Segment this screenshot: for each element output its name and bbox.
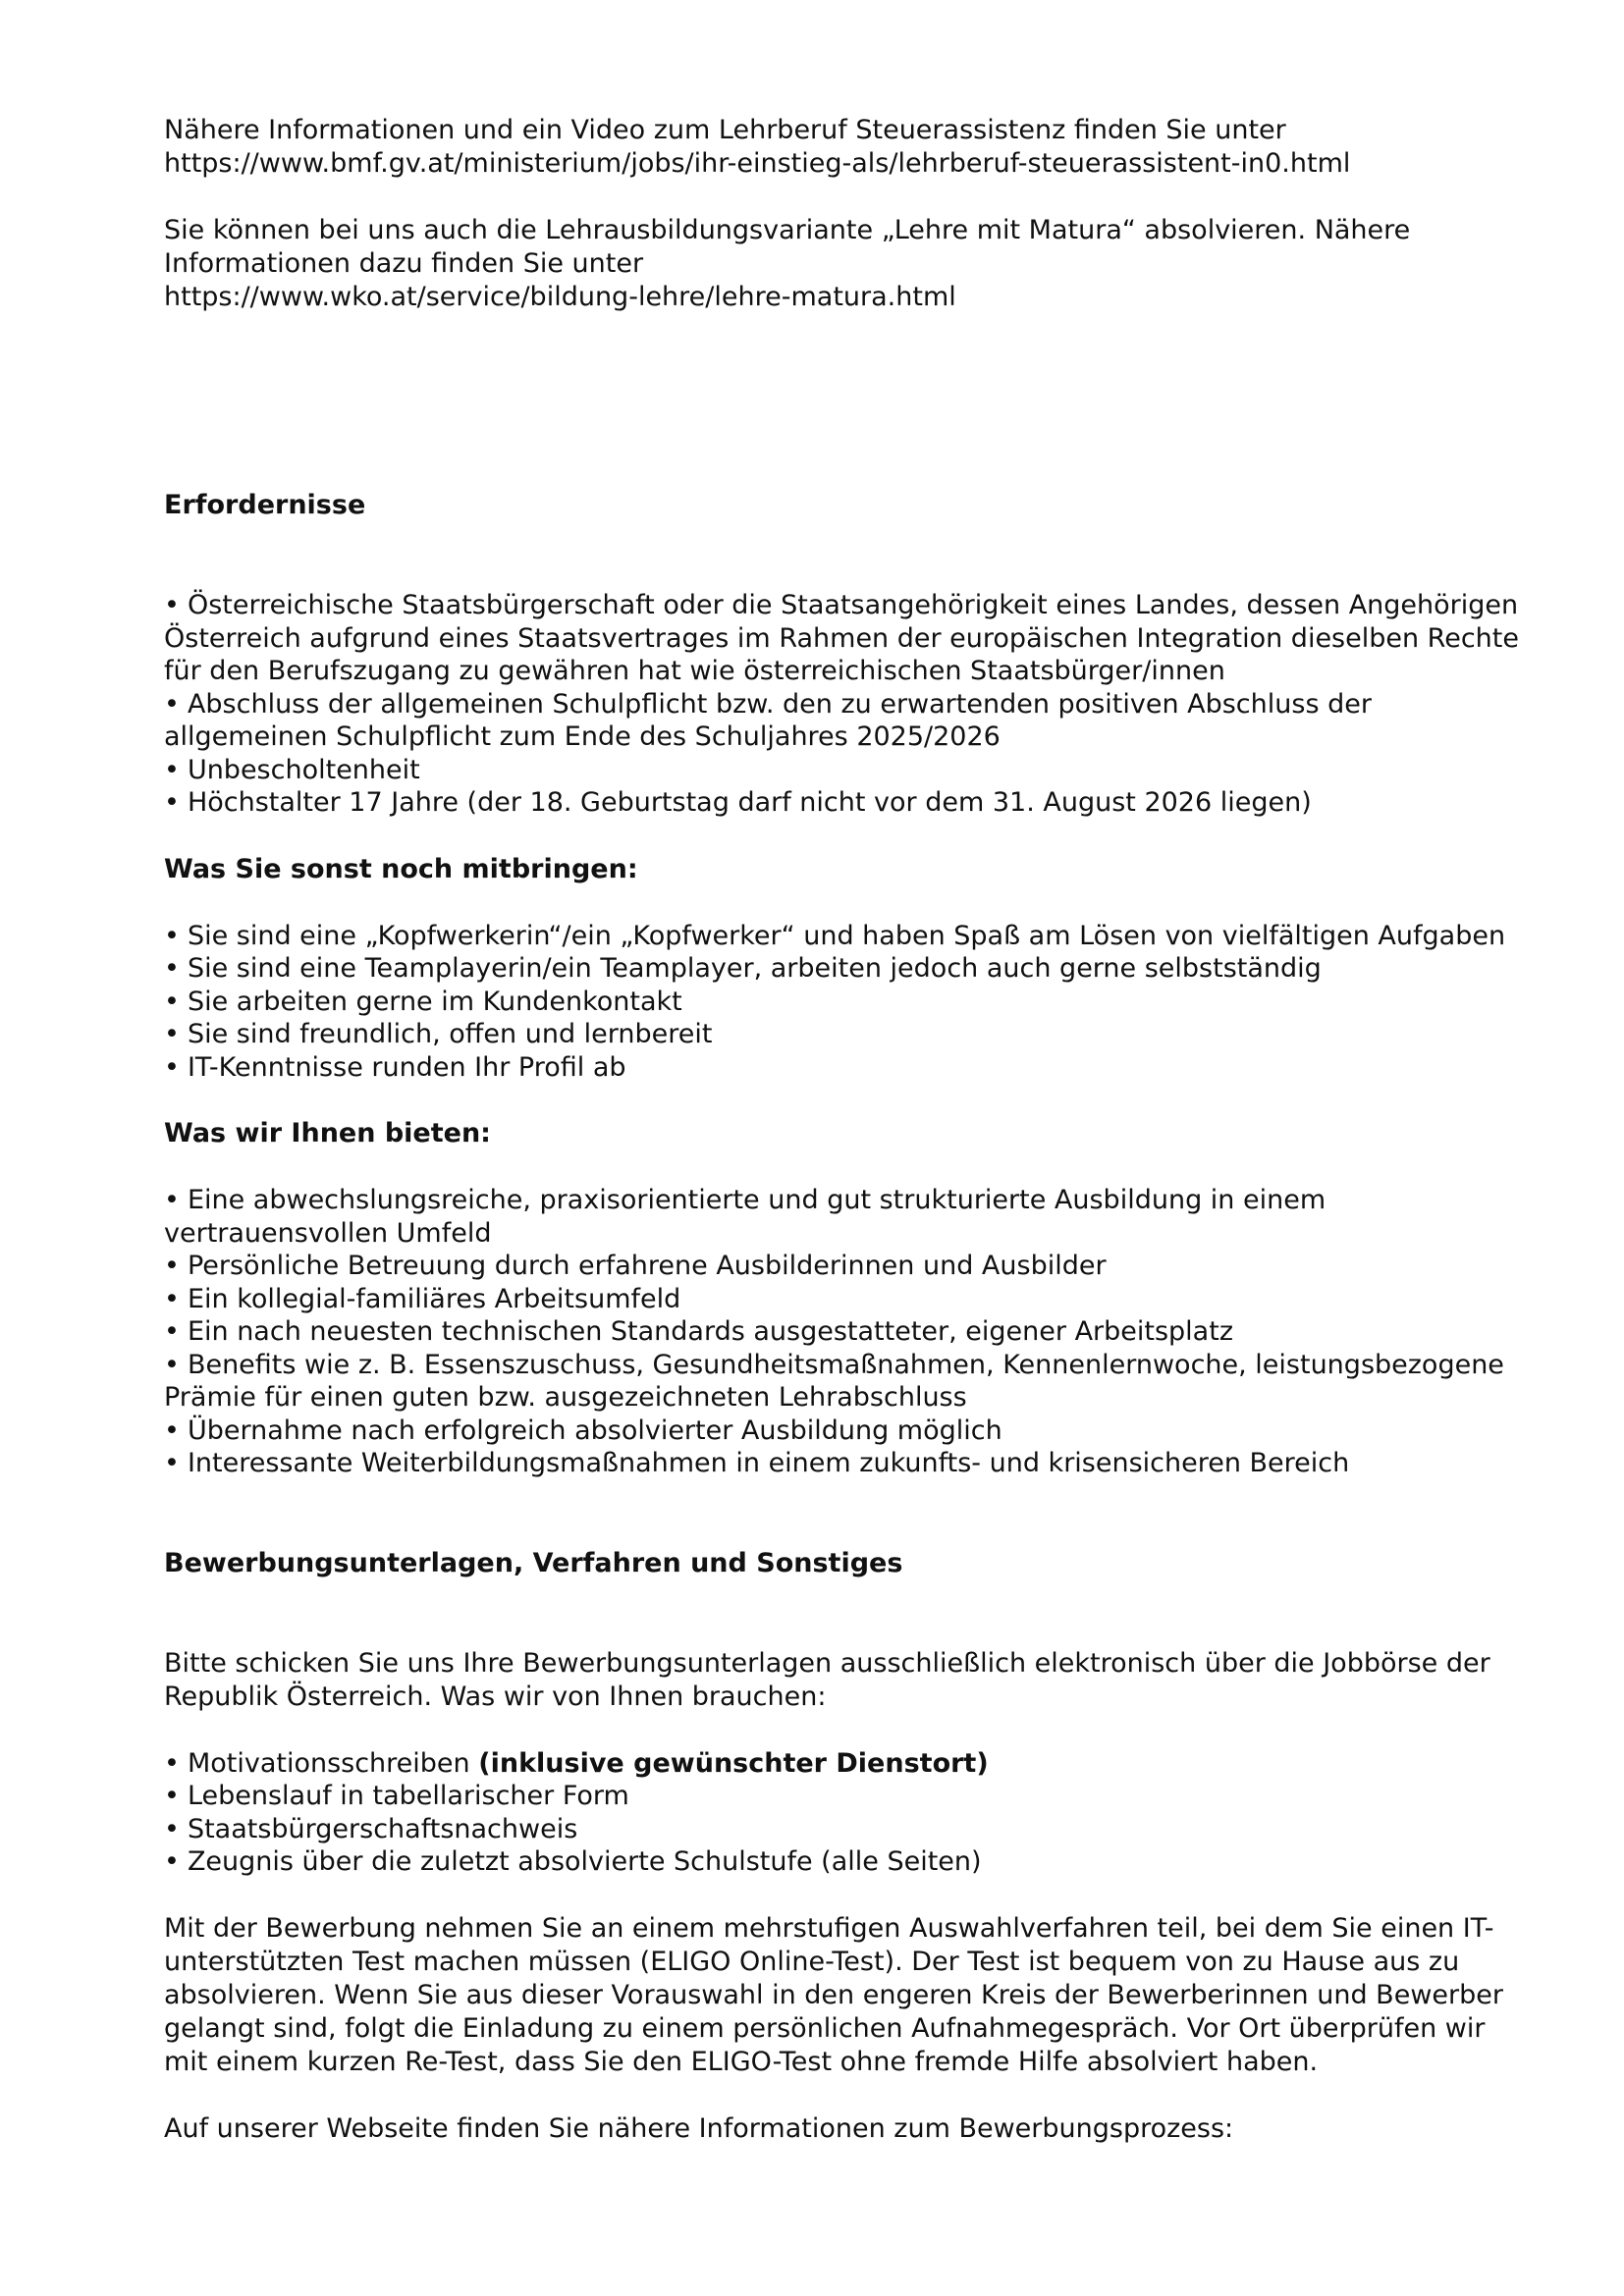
bullet-icon: • <box>164 1813 180 1844</box>
verfahren-text: Mit der Bewerbung nehmen Sie an einem mehrstufigen Auswahlverfahren teil, bei dem Sie einen IT-unterstützten Test machen müssen (ELIGO Online-Test). Der Test ist bequem von zu Hause aus zu absolvieren. Wenn Sie aus dieser Vorauswahl in den engeren Kreis der Bewerberinnen und Bewerber gelangt sind, folgt die Einladung zu einem persönlichen Aufnahmegespräch. Vor Ort überprüfen wir mit einem kurzen Re-Test, dass Sie den ELIGO-Test ohne fremde Hilfe absolviert haben. <box>164 1912 1503 2077</box>
info-text: Nähere Informationen und ein Video zum Lehrberuf Steuerassistenz finden Sie unter <box>164 115 1286 145</box>
bullet-icon: • <box>164 986 180 1017</box>
bullet-icon: • <box>164 787 180 818</box>
list-item: • Ein kollegial-familiäres Arbeitsumfeld <box>164 1283 681 1314</box>
bullet-icon: • <box>164 1251 180 1281</box>
list-item: • Sie sind eine „Kopfwerkerin“/ein „Kopfwerker“ und haben Spaß am Lösen von vielfältigen Aufgaben <box>164 920 1506 951</box>
list-item: • Zeugnis über die zuletzt absolvierte Schulstufe (alle Seiten) <box>164 1846 982 1877</box>
list-item: • Motivationsschreiben (inklusive gewünschter Dienstort) <box>164 1747 989 1779</box>
bullet-icon: • <box>164 1349 180 1380</box>
bullet-icon: • <box>164 1019 180 1049</box>
bullet-icon: • <box>164 1283 180 1314</box>
bullet-icon: • <box>164 688 180 720</box>
list-item: • Benefits wie z. B. Essenszuschuss, Gesundheitsmaßnahmen, Kennenlernwoche, leistungsbezogene Prämie für einen guten bzw. ausgezeichneten Lehrabschluss <box>164 1349 1504 1413</box>
list-item: • Persönliche Betreuung durch erfahrene Ausbilderinnen und Ausbilder <box>164 1251 1107 1281</box>
list-item: • Höchstalter 17 Jahre (der 18. Geburtstag darf nicht vor dem 31. August 2026 liegen) <box>164 787 1312 818</box>
list-item: • IT-Kenntnisse runden Ihr Profil ab <box>164 1051 626 1083</box>
bullet-icon: • <box>164 590 180 620</box>
list-item: • Sie sind freundlich, offen und lernbereit <box>164 1019 713 1049</box>
bullet-icon: • <box>164 953 180 984</box>
mitbringen-list <box>164 920 1529 1085</box>
list-item: • Eine abwechslungsreiche, praxisorientierte und gut strukturierte Ausbildung in einem vertrauensvollen Umfeld <box>164 1185 1326 1249</box>
list-item: • Sie arbeiten gerne im Kundenkontakt <box>164 986 682 1017</box>
list-item: • Lebenslauf in tabellarischer Form <box>164 1781 629 1811</box>
bieten-heading: Was wir Ihnen bieten: <box>164 1118 491 1148</box>
bullet-icon: • <box>164 1747 180 1779</box>
matura-text-line-2: Informationen dazu finden Sie unter <box>164 248 644 279</box>
document-content <box>164 114 1529 2146</box>
list-item: • Sie sind eine Teamplayerin/ein Teamplayer, arbeiten jedoch auch gerne selbstständig <box>164 953 1322 984</box>
list-item: • Österreichische Staatsbürgerschaft oder die Staatsangehörigkeit eines Landes, dessen Angehörigen Österreich aufgrund eines Staatsvertrages im Rahmen der europäischen Integration dieselben Rechte für den Berufszugang zu gewähren hat wie österreichischen Staatsbürger/innen <box>164 590 1519 686</box>
list-item: • Übernahme nach erfolgreich absolvierter Ausbildung möglich <box>164 1415 1002 1446</box>
bullet-icon: • <box>164 1185 180 1215</box>
dienstort-note: (inklusive gewünschter Dienstort) <box>478 1747 989 1779</box>
bullet-icon: • <box>164 1051 180 1083</box>
bmf-link[interactable]: https://www.bmf.gv.at/ministerium/jobs/ihr-einstieg-als/lehrberuf-steuerassistent-in0.html <box>164 148 1351 179</box>
bewerbung-list <box>164 1747 1529 1879</box>
bullet-icon: • <box>164 1846 180 1877</box>
wko-link[interactable]: https://www.wko.at/service/bildung-lehre/lehre-matura.html <box>164 282 956 312</box>
bullet-icon: • <box>164 1448 180 1478</box>
bullet-icon: • <box>164 920 180 951</box>
list-item: • Unbescholtenheit <box>164 754 420 785</box>
bullet-icon: • <box>164 1415 180 1446</box>
bullet-icon: • <box>164 1316 180 1347</box>
list-item: • Ein nach neuesten technischen Standards ausgestatteter, eigener Arbeitsplatz <box>164 1316 1233 1347</box>
list-item: • Staatsbürgerschaftsnachweis <box>164 1813 578 1844</box>
bieten-list <box>164 1184 1529 1480</box>
bewerbung-intro: Bitte schicken Sie uns Ihre Bewerbungsunterlagen ausschließlich elektronisch über die Jobbörse der Republik Österreich. Was wir von Ihnen brauchen: <box>164 1647 1490 1712</box>
mitbringen-heading: Was Sie sonst noch mitbringen: <box>164 853 638 884</box>
erfordernisse-heading: Erfordernisse <box>164 490 366 520</box>
webseite-text: Auf unserer Webseite finden Sie nähere Informationen zum Bewerbungsprozess: <box>164 2112 1234 2144</box>
erfordernisse-list <box>164 589 1529 820</box>
list-item: • Interessante Weiterbildungsmaßnahmen in einem zukunfts- und krisensicheren Bereich <box>164 1448 1350 1478</box>
bullet-icon: • <box>164 754 180 785</box>
bullet-icon: • <box>164 1781 180 1811</box>
list-item: • Abschluss der allgemeinen Schulpflicht bzw. den zu erwartenden positiven Abschluss der allgemeinen Schulpflicht zum Ende des Schuljahres 2025/2026 <box>164 688 1372 752</box>
matura-text-line-1: Sie können bei uns auch die Lehrausbildungsvariante „Lehre mit Matura“ absolvieren. Nähere <box>164 215 1411 245</box>
bewerbung-heading: Bewerbungsunterlagen, Verfahren und Sonstiges <box>164 1547 903 1578</box>
